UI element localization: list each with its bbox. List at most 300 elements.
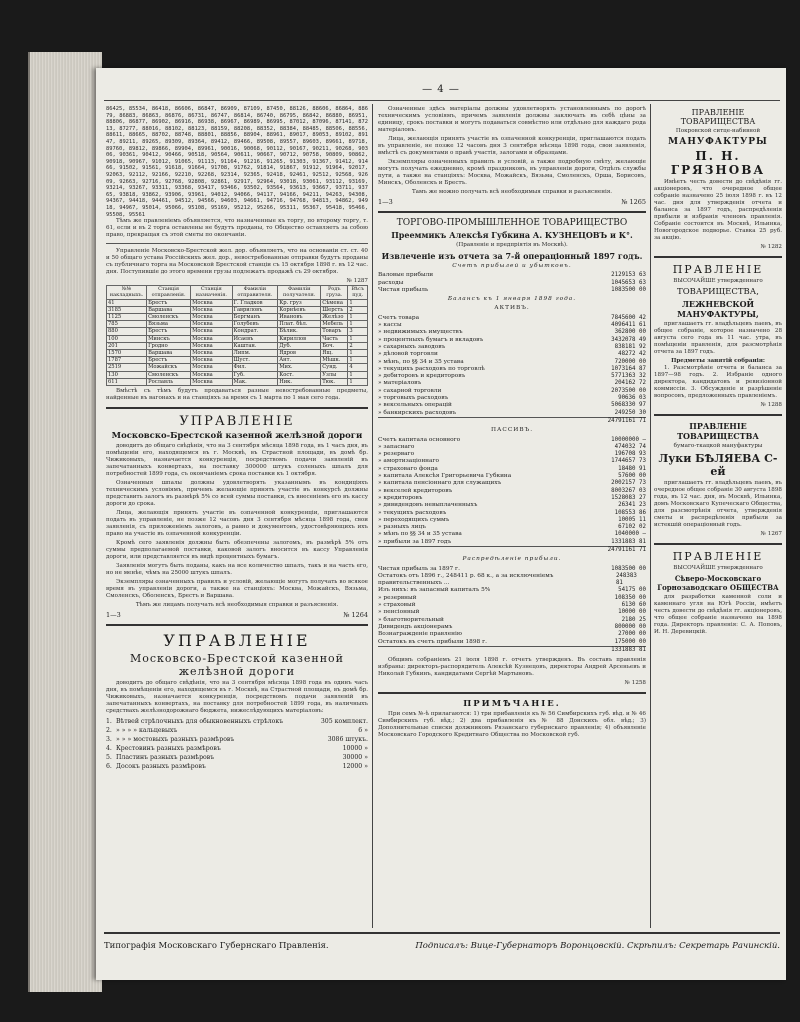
column-left [106,106,368,928]
mid-top-tail: Тамъ же можно получать всѣ необходимыя справки и разъясненія. [411,189,613,195]
ledger-value: 26341 23 [618,502,646,509]
ledger-row [378,437,646,444]
ledger-label: » текущихъ расходовъ [378,509,447,516]
table-cell: Часть [321,335,348,342]
active-total: 24791161 71 [607,417,646,424]
ledger-value: 5771363 32 [611,373,646,380]
ledger-value: 175000 00 [614,638,646,645]
lezh-text: приглашаетъ гг. владѣльцевъ паевъ, въ общее собраніе, которое назначено 28 августа сего года въ 11 час. утра, въ помѣщеніи правленія, для разсмотрѣнія отчета за 1897 годъ. [654,321,782,355]
note-title: ПРИМѢЧАНІЕ. [463,699,561,710]
table-cell: Тюк. [321,378,348,385]
table-row [107,306,368,313]
lezh-title: ПРАВЛЕНІЕ [672,263,764,276]
pl-rows [378,272,646,294]
ledger-value: 3432078 49 [611,336,646,343]
ledger-row [378,510,646,517]
bel-title: ПРАВЛЕНІЕ ТОВАРИЩЕСТВА [677,421,759,441]
lezh-subtitle: ВЫСОЧАЙШЕ утвержденнаго [673,278,763,284]
ledger-value: 2180 25 [621,616,646,623]
ledger-row [378,502,646,509]
ledger-value: 90636 03 [618,395,646,402]
mid-top-text-1: Означенные здѣсь матеріалы должны удовлетворять установленнымъ по дорогѣ техническимъ условіямъ, причемъ заявленія должны заключать въ себѣ цѣны за единицу, срокъ поставки и могутъ подаваться совмѣстно или отдѣльно для каждаго рода матеріаловъ. [378,106,646,133]
ledger-label: Валовые прибыли [378,272,434,279]
ledger-label: Остатокъ въ счетъ прибыли 1898 г. [378,638,487,645]
upr1-no-right: № 1264 [343,610,368,619]
table-cell: Варшава [147,349,191,356]
ledger-value: 57600 00 [618,473,646,480]
ledger-label: » пенсіонный [378,609,420,616]
ledger-label: » мѣнъ по §§ 34 и 35 устава [378,531,462,538]
active-rows [378,315,646,417]
table-cell: 3185 [107,306,147,313]
ledger-value: 2073500 00 [611,387,646,394]
table-cell: 1 [348,349,368,356]
list-item-t: » » » » кальцевыхъ [116,726,178,734]
footer-printer: Типографія Московскаго Губернскаго Правленія. [104,941,329,951]
ledger-label: » капитала Алексѣя Григорьевича Губкина [378,473,512,480]
ledger-value: 1040000 — [614,531,646,538]
ledger-value: 27000 00 [618,631,646,638]
passive-total: 24791161 71 [607,546,646,553]
mid-no-right: № 1265 [621,198,646,206]
table-cell: 611 [107,378,147,385]
ledger-label: расходы [378,279,404,286]
bottom-rule [104,932,780,934]
distribution-rows [378,566,646,646]
ledger-label: Счетъ товара [378,314,420,321]
table-cell: Боч. [321,342,348,349]
upr2-subtitle: Московско-Брестской казенной желѣзной дороги [129,651,345,678]
table-cell: 3 [348,328,368,335]
ledger-row [378,359,646,366]
table-cell: Варшава [147,306,191,313]
ledger-row [378,595,646,602]
ledger-value: 5068330 97 [611,402,646,409]
table-cell: Москва [191,349,232,356]
th-no: №№ накладныхъ. [107,286,147,299]
table-cell: Кр. груз [278,299,321,306]
ledger-row [378,587,646,594]
ledger-row [378,617,646,624]
table-cell: Сунд. [321,364,348,371]
ledger-label: » сахарной торговли [378,387,442,394]
distribution-total-row [378,646,646,654]
griaz-name: П. Н. ГРЯЗНОВА [670,149,766,177]
table-row [107,371,368,378]
table-cell: 785 [107,321,147,328]
list-item-q: 6 » [358,726,368,734]
upr2-text: доводитъ до общаго свѣдѣнія, что на 3 сентября мѣсяца 1898 года въ одинъ часъ дня, въ помѣщеніи его, находящемся въ г. Москвѣ, на Страстной площади, въ домѣ бр. Чижиковыхъ, назначается конкуренція, посредствомъ подачи заявленій въ запечатанныхъ конвертахъ, на поставку для потребностей 1899 года, въ наличныхъ средствахъ желѣзнодорожнаго бюджета, нижеслѣдующихъ матеріаловъ: [106,679,368,714]
page-number: — 4 — [422,84,460,95]
table-cell: 1 [348,378,368,385]
table-cell: Смоленскъ [147,313,191,320]
table-cell: 1787 [107,357,147,364]
list-item-t: » » » мостовыхъ разныхъ размѣровъ [116,735,235,743]
ledger-value: 1045653 63 [611,279,646,286]
ledger-label: » мѣнъ, по §§ 34 и 35 устава [378,358,464,365]
announcement-number: № 1287 [346,278,368,285]
ledger-row [378,602,646,609]
ledger-row [378,451,646,458]
page-footer [104,936,780,956]
lezh-name: ЛЕЖНЕВСКОЙ МАНУФАКТУРЫ, [677,299,759,319]
column-middle [378,106,646,928]
table-cell: Москва [191,306,232,313]
list-item-q: 30000 » [342,753,368,761]
ledger-value: 720000 00 [614,358,646,365]
ledger-row [378,272,646,279]
newspaper-page [96,68,786,980]
table-cell: Гавриловъ [232,306,278,313]
table-cell: 2 [348,342,368,349]
ledger-label: Чистая прибыль за 1897 г. [378,565,460,572]
upr1-title: УПРАВЛЕНІЕ [179,413,295,429]
passive-total-row [378,546,646,554]
table-cell: Ядров [278,349,321,356]
table-cell: Мѣшк. [321,357,348,364]
ledger-value: 800000 00 [614,623,646,630]
ledger-value: 248383 81 [615,572,637,587]
ledger-row [378,322,646,329]
upr2-title: УПРАВЛЕНІЕ [163,630,311,650]
ledger-row [378,480,646,487]
ledger-label: Счетъ капитала основного [378,436,461,443]
griaz-manufactory: МАНУФАКТУРЫ [668,137,768,147]
ledger-label: » резерваго [378,451,415,458]
list-item-n: 5. [106,753,112,761]
list-item-t: Пластинъ разныхъ размѣровъ [116,753,215,761]
table-cell: Москва [191,364,232,371]
ledger-row [378,373,646,380]
ledger-row [378,517,646,524]
ledger-value: 10005 11 [618,516,646,523]
table-cell: Узлы [321,371,348,378]
ledger-row [378,458,646,465]
ledger-label: » кредиторовъ [378,494,423,501]
list-item-n: 1. [106,717,112,725]
ledger-row [378,466,646,473]
table-cell: Мак. [232,378,278,385]
ledger-label: » недвижимыхъ имуществъ [378,329,463,336]
kuz-number: № 1258 [624,680,646,687]
bel-number: № 1267 [760,531,782,537]
ledger-value: 7845600 42 [611,314,646,321]
ledger-label: » процентныхъ бумагъ и вкладовъ [378,336,484,343]
upr1-text-1: доводитъ до общаго свѣдѣнія, что на 3 сентября мѣсяца 1898 года, въ 1 часъ дня, въ помѣщеніи его, находящемся въ г. Москвѣ, въ Страстной площади, въ домѣ бр. Чижиковыхъ, назначается конкуренція, посредствомъ подачи заявленій въ запечатанныхъ конвертахъ, на поставку 300000 штукъ соленыхъ шпалъ для потребностей 1899 года, съ окончаніемъ срока поставки къ 1 октября. [106,442,368,477]
table-cell: Губ. [232,371,278,378]
upr1-text-2: Означенныя шпалы должны удовлетворять указаннымъ въ кондиціяхъ техническимъ условіямъ, причемъ желающіе принять участіе въ конкурсѣ должны представить залогъ въ размѣрѣ 5% со всей суммы поставки, съ внесеніемъ его въ кассу дороги до срока. [106,479,368,507]
ledger-label: » запаснаго [378,443,415,450]
sev-subtitle: ВЫСОЧАЙШЕ утвержденнаго [673,565,763,571]
divider [106,624,368,626]
divider [106,407,368,409]
pl-title: Счетъ прибылей и убытковъ. [452,263,572,269]
table-cell: Плат. бѣл. [278,321,321,328]
table-cell: Бѣлик. [278,328,321,335]
ledger-value: 108350 00 [614,594,646,601]
ledger-value: 10000 00 [618,609,646,616]
list-item-n: 2. [106,726,112,734]
bel-text: приглашаетъ гг. владѣльцевъ паевъ, въ очередное общее собраніе 30 августа 1898 года, въ 12 час. дня, въ Москвѣ, Ильинка, домъ Московскаго Купеческаго Общества, для разсмотрѣнія отчета, утвержденія сметы и распредѣленія прибыли за истекшій операціонный годъ. [654,480,782,528]
th-sender: Фамиліи отправителя. [232,286,278,299]
ledger-label: » амортизаціоннаго [378,458,440,465]
table-cell: Брестъ [147,357,191,364]
table-cell: Москва [191,299,232,306]
table-cell: 880 [107,328,147,335]
footer-signatures: Подписалъ: Вице-Губернаторъ Воронцовскій. Скрѣпилъ: Секретарь Рачинскій. [415,941,780,951]
ledger-row [378,473,646,480]
kuz-report-title: Извлеченіе изъ отчета за 7-й операціонный 1897 годъ. [381,251,643,261]
table-cell: 1 [348,321,368,328]
list-item [106,726,368,735]
list-item-n: 3. [106,735,112,743]
ledger-row [378,639,646,646]
lezh-number: № 1288 [760,402,782,408]
ticket-number-list: 86425, 85534, 86418, 86606, 86847, 86909, 87109, 87450, 88126, 88606, 86864, 88679, 86883, 86863, 86876, 86731, 86747, 86814, 86740, 86795, 86842, 86880, 86951, 88806, 86877, 86902, 86916, 86938, 86967, 86989, 86995, 87012, 87096, 87141, 87213, 87277, 88016, 88102, 88123, 88159, 88208, 88352, 88384, 88485, 88506, 88556, 88611, 88665, 88702, 88748, 88801, 88856, 88904, 88961, 89017, 89053, 89102, 89147, 89211, 89265, 89309, 89364, 89412, 89466, 89508, 89557, 89603, 89661, 89718, 89760, 89812, 89866, 89904, 89961, 90016, 90068, 90112, 90167, 90211, 90268, 90306, 90361, 90412, 90466, 90518, 90564, 90611, 90667, 90712, 90758, 90809, 90862, 90918, 90967, 91012, 91065, 91113, 91164, 91216, 91265, 91303, 91367, 91412, 91466, 91502, 91561, 91618, 91664, 91708, 91762, 91814, 91867, 91912, 91964, 92017, 92063, 92112, 92166, 92210, 92268, 92314, 92365, 92418, 92461, 92512, 92568, 92609, 92663, 92716, 92768, 92808, 92861, 92917, 92964, 93018, 93061, 93112, 93169, 93214, 93267, 93311, 93368, 93417, 93466, 93502, 93564, 93613, 93667, 93711, 93765, 93818, 93862, 93906, 93961, 94012, 94066, 94117, 94166, 94211, 94263, 94308, 94367, 94418, 94461, 94512, 94566, 94603, 94661, 94716, 94768, 94813, 94862, 94918, 94967, 95014, 95066, 95108, 95169, 95212, 95266, 95311, 95367, 95418, 95466, 95508, 95561 [106,106,368,218]
table-cell: 1 [348,299,368,306]
table-cell: Москва [191,335,232,342]
ticket-paragraph: Тѣмъ же правленіемъ объявляется, что назначенные къ торгу, по второму торгу, т. 61, если и въ 2 торга оставлены не будутъ проданы, то Общество оставляетъ за собою право, прекращая съ этой сметы по окончаніи. [106,218,368,239]
kuz-title-1: ТОРГОВО-ПРОМЫШЛЕННОЕ ТОВАРИЩЕСТВО [396,218,628,228]
active-title: АКТИВЪ. [494,305,530,312]
table-row [107,299,368,306]
ledger-value: 6130 60 [621,602,646,609]
ledger-row [378,624,646,631]
table-row [107,321,368,328]
ledger-label: » векселей кредиторовъ [378,487,453,494]
ledger-row [378,337,646,344]
upr1-no-left: 1—3 [106,610,121,619]
divider [654,414,782,416]
list-item-t: Крестовинъ разныхъ размѣровъ [116,744,221,752]
table-cell: Гродно [147,342,191,349]
mid-no-left: 1—3 [378,198,393,206]
table-cell: Шуст. [232,357,278,364]
ledger-label: » страховаго фонда [378,465,438,472]
list-item [106,717,368,726]
table-cell: Ник. [278,378,321,385]
ledger-value: 838181 92 [614,343,646,350]
ledger-value: 249250 30 [614,409,646,416]
upr1-text-6: Экземпляры означенныхъ правилъ и условій, желающіе могутъ получать во всякое время въ управленіи дороги, а также на станціяхъ: Москва, Можайскъ, Вязьма, Смоленскъ, Оболенскъ, Брестъ и Варшава. [106,578,368,599]
top-rule [104,100,780,101]
ledger-label: Чистая прибыль [378,286,429,293]
ledger-label: Дивидендъ акціонерамъ [378,623,453,630]
list-item-n: 4. [106,744,112,752]
upr1-numbers [106,611,368,619]
divider [378,692,646,694]
ledger-label: » текущихъ расходовъ по торговлѣ [378,365,485,372]
table-cell: Брестъ [147,328,191,335]
list-item-q: 12000 » [342,762,368,770]
list-item-n: 6. [106,762,112,770]
ledger-row [378,631,646,638]
table-cell: Исаевъ [232,335,278,342]
book-spine-edge [28,52,102,992]
table-cell: Москва [191,328,232,335]
table-cell: 4 [348,364,368,371]
table-cell: Москва [191,313,232,320]
ledger-value: 196708 93 [614,451,646,458]
ledger-row [378,287,646,294]
bel-name: Луки БѢЛЯЕВА С-ей [658,452,778,478]
ledger-value: 1083500 00 [611,565,646,572]
table-cell: Сѣмена [321,299,348,306]
table-row [107,378,368,385]
ledger-label: » дебиторовъ и кредиторовъ [378,373,466,380]
kuz-meeting: Общимъ собраніемъ 21 іюля 1898 г. отчетъ утвержденъ. Въ составъ правленія избраны: директоръ-распорядитель Алексѣй Кузнецовъ, директоры Андрей Арсеньевъ и Николай Губкинъ, кандидатами Сергѣй Мартыновъ. [378,657,646,678]
upr1-text-5: Заявленія могутъ быть поданы, какъ на все количество шпалъ, такъ и на часть его, но не менѣе, чѣмъ на 25000 штукъ шпалъ. [106,562,368,576]
table-cell: Можайскъ [147,364,191,371]
column-divider-2 [650,104,651,928]
ledger-value: 108553 86 [614,509,646,516]
griaz-title: ПРАВЛЕНІЕ ТОВАРИЩЕСТВА [680,108,756,126]
table-cell: 1 [348,357,368,364]
th-cargo: Родъ груза. [321,286,348,299]
ledger-label: » дѣловой торговли [378,351,438,358]
ledger-value: 204162 72 [614,380,646,387]
table-cell: 201 [107,342,147,349]
ledger-value: 1744657 73 [611,458,646,465]
table-cell: Каштан. [232,342,278,349]
table-row [107,335,368,342]
table-cell: Мебель [321,321,348,328]
ledger-label: » дивидендовъ невыплаченныхъ [378,502,478,509]
sev-title: ПРАВЛЕНІЕ [672,550,764,563]
divider [654,543,782,545]
ledger-row [378,380,646,387]
bel-subtitle: бумаго-ткацкой мануфактуры [673,443,763,449]
upr1-tail: Тѣмъ же лицамъ получать всѣ необходимыя справки и разъясненія. [135,601,339,608]
kuz-title-2: Прееммикъ Алексѣя Губкина А. КУЗНЕЦОВЪ и К°. [391,230,633,240]
ledger-value: 1528083 27 [611,494,646,501]
table-cell: Товаръ [321,328,348,335]
balance-title: Балансъ къ 1 января 1898 года. [447,296,577,303]
ledger-row [378,410,646,417]
table-cell: Москва [191,321,232,328]
table-row [107,357,368,364]
sev-text: для разработки каменной соли и каменнаго угля на Югѣ Россіи, имѣетъ честь довести до свѣдѣнія гг. акціонеровъ, что общее собраніе назначено на 1898 года. Директоръ правленія: С. А. Поповъ, И. Н. Деревицкій. [654,594,782,635]
ledger-value: 54175 00 [618,587,646,594]
table-cell: Шерсть [321,306,348,313]
ledger-row [378,488,646,495]
table-cell: 130 [107,371,147,378]
passive-rows [378,437,646,546]
kuz-ledger [378,263,646,654]
table-cell: Вязьма [147,321,191,328]
table-cell: Ивановъ [278,313,321,320]
lezh-tov: ТОВАРИЩЕСТВА, [677,287,759,297]
table-cell: 2 [348,306,368,313]
sev-name: Сѣверо-Московскаго Горнозаводскаго ОБЩЕСТВА [657,574,779,592]
table-cell: Голубевъ [232,321,278,328]
note-text: При семъ №-ѣ прилагаются: 1) три прибавленія къ № 56 Симбирскихъ губ. вѣд. и № 46 Симбирскихъ губ. вѣд.; 2) два прибавленія къ № 88 Донскихъ обл. вѣд.; 3) Дополнительные списки должниковъ Рязанскаго губернскаго правленія; 4) объявленіе Московскаго Городского Кредитнаго Общества по Московской губ. [378,711,646,739]
ledger-value: 1083500 00 [611,286,646,293]
table-cell: Липм. [232,349,278,356]
table-cell: Желѣзо [321,313,348,320]
upr1-subtitle: Московско-Брестской казенной желѣзной дороги [111,430,363,441]
list-item [106,735,368,744]
distribution-title: Распредѣленіе прибыли. [462,556,562,563]
list-item-t: Досокъ разныхъ размѣровъ [116,762,206,770]
list-item [106,753,368,762]
table-row [107,349,368,356]
table-cell: Москва [191,371,232,378]
ledger-row [378,444,646,451]
ledger-value: 1073164 87 [611,365,646,372]
ledger-label: Вознагражденіе правленію [378,631,462,638]
freight-announcement: Управленіе Московско-Брестской жел. дор. объявляетъ, что на основаніи ст. ст. 40 и 50 общаго устава Россійскихъ жел. дор., невостребованные отправки будутъ проданы съ публичнаго торга на Московской Брестской станціи съ 15 октября 1898 г. въ 12 час. дня. Поступившіе до этого времени грузы подлежатъ продажѣ съ 29 октября. [106,248,368,276]
ledger-row [378,395,646,402]
griaz-subtitle: Покровской ситце-набивной [675,128,761,134]
th-weight: Вѣсъ пуд. [348,286,368,299]
table-cell: Дуб. [278,342,321,349]
ledger-row [378,539,646,546]
ledger-row [378,388,646,395]
freight-table-header [107,286,368,299]
mid-top-text-3: Экземпляры означенныхъ правилъ и условій, а также подробную смѣту, желающіе могутъ получать ежедневно, кромѣ праздниковъ, въ управленіи дороги, Отдѣлъ службы пути, а также на станціяхъ: Москва, Можайскъ, Вязьма, Смоленскъ, Орша, Борисовъ, Минскъ, Оболенскъ и Брестъ. [378,159,646,186]
table-cell: Кост. [278,371,321,378]
table-cell: 1 [348,335,368,342]
distribution-total: 1331883 81 [611,646,646,653]
table-cell: 1570 [107,349,147,356]
passive-title: ПАССИВЪ. [490,427,534,434]
th-receiver: Фамиліи получателя. [278,286,321,299]
ledger-value: 67102 02 [618,524,646,531]
ledger-value: 8003267 03 [611,487,646,494]
column-right [654,106,782,928]
ledger-label: » банкирскихъ расходовъ [378,409,457,416]
ledger-value: 10000000 — [611,436,646,443]
table-cell: Корнѣевъ [278,306,321,313]
lezh-topics: 1. Разсмотрѣніе отчета и баланса за 1897—98 годъ. 2. Избраніе одного директора, кандидатовъ и ревизіонной коммиссіи. 3. Обсужденіе и разрѣшеніе вопросовъ, предложенныхъ правленіемъ. [654,365,782,399]
ledger-label: » благотворительный [378,616,444,623]
ledger-value: 2129153 63 [611,272,646,279]
table-cell: Рославль [147,378,191,385]
ledger-row [378,280,646,287]
ledger-row [378,402,646,409]
ledger-value: 1331883 81 [611,538,646,545]
table-row [107,313,368,320]
ledger-label: » торговыхъ расходовъ [378,395,449,402]
ledger-value: 362800 00 [614,329,646,336]
freight-footnote: Вмѣстѣ съ тѣмъ будутъ продаваться разные невостребованные предметы, найденные въ вагонахъ и на станціяхъ за время съ 1 марта по 1 мая сего года. [106,387,368,401]
table-cell: Москва [191,357,232,364]
active-total-row [378,417,646,425]
table-cell: Минскъ [147,335,191,342]
freight-table-body [107,299,368,385]
table-cell: Ант. [278,357,321,364]
th-to: Станція назначенія. [191,286,232,299]
table-cell: 1 [348,371,368,378]
upr1-text-4: Кромѣ сего заявленія должны быть обезпечены залогомъ, въ размѣрѣ 5% отъ суммы предполагаемой поставки, каковой залогъ вносится въ кассу Управленія дороги, или представляется въ видѣ процентныхъ бумагъ. [106,539,368,560]
table-cell: Ящ. [321,349,348,356]
list-item [106,762,368,771]
ledger-row [378,566,646,573]
ledger-value: 474032 74 [614,443,646,450]
divider [378,211,646,213]
ledger-row [378,573,646,588]
table-cell: 1125 [107,313,147,320]
table-cell: 2519 [107,364,147,371]
ledger-label: Остатокъ отъ 1896 г., 248411 р. 68 к., а за исключеніемъ правительственныхъ ... [378,572,554,587]
ledger-row [378,351,646,358]
table-cell: Брестъ [147,299,191,306]
ledger-label: » разныхъ лицъ [378,524,426,531]
ledger-label: » матеріаловъ [378,380,422,387]
lezh-topics-title: Предметы занятій собранія: [671,358,765,364]
mid-top-text-2: Лица, желающія принять участіе въ озпаченной конкуренціи, приглашаются подать въ управленіе, не позже 12 часовъ дня 3 сентября мѣсяца 1898 года, свои заявленія, вмѣстѣ съ документами о правѣ участія, залогами и образцами. [378,136,646,156]
